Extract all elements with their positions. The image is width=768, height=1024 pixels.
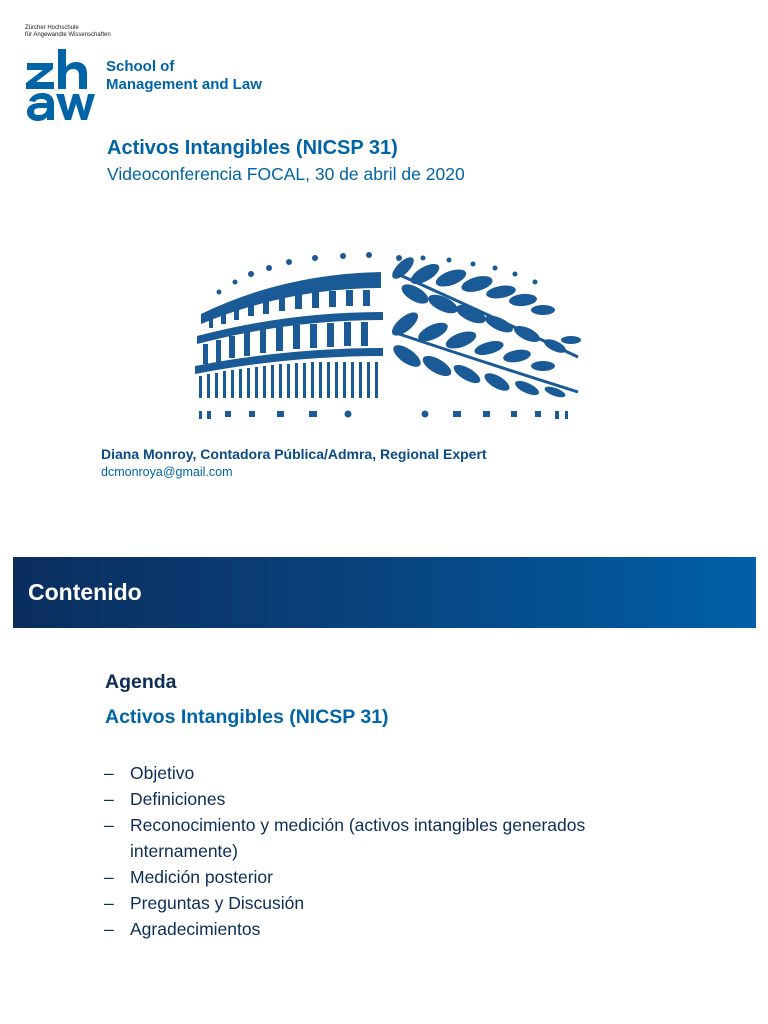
- list-item-label: Preguntas y Discusión: [130, 893, 305, 913]
- author-name: Diana Monroy, Contadora Pública/Admra, Regional Expert: [101, 446, 487, 462]
- list-item: [104, 864, 664, 890]
- bullet-dash: –: [104, 893, 114, 913]
- institution-line-1: Zürcher Hochschule: [25, 25, 79, 31]
- list-item: [104, 916, 664, 942]
- agenda-list: [104, 760, 664, 942]
- list-item: [104, 890, 664, 916]
- bullet-dash: –: [104, 815, 114, 835]
- agenda-label: Agenda: [105, 671, 177, 693]
- institution-name: [25, 25, 111, 39]
- school-line-2: Management and Law: [106, 76, 262, 93]
- author-email-link[interactable]: dcmonroya@gmail.com: [101, 465, 233, 479]
- bullet-dash: –: [104, 867, 114, 887]
- presentation-title: Activos Intangibles (NICSP 31): [107, 137, 398, 159]
- section-banner: [13, 557, 756, 628]
- list-item-label: Objetivo: [130, 763, 195, 783]
- list-item-label: Reconocimiento y medición (activos intangibles generados internamente): [130, 815, 586, 861]
- list-item: [104, 786, 664, 812]
- institution-line-2: für Angewandte Wissenschaften: [25, 32, 111, 38]
- school-name: [106, 58, 262, 94]
- bullet-dash: –: [104, 789, 114, 809]
- list-item: [104, 812, 664, 864]
- list-item: [104, 760, 664, 786]
- list-item-label: Agradecimientos: [130, 919, 261, 939]
- bullet-dash: –: [104, 763, 114, 783]
- school-line-1: School of: [106, 58, 175, 75]
- agenda-topic: Activos Intangibles (NICSP 31): [105, 706, 389, 728]
- list-item-label: Medición posterior: [130, 867, 273, 887]
- colosseum-laurel-emblem-icon: [193, 252, 585, 424]
- zhaw-logo: [25, 45, 95, 125]
- bullet-dash: –: [104, 919, 114, 939]
- list-item-label: Definiciones: [130, 789, 226, 809]
- section-title: Contenido: [28, 579, 142, 605]
- presentation-subtitle: Videoconferencia FOCAL, 30 de abril de 2020: [107, 164, 465, 184]
